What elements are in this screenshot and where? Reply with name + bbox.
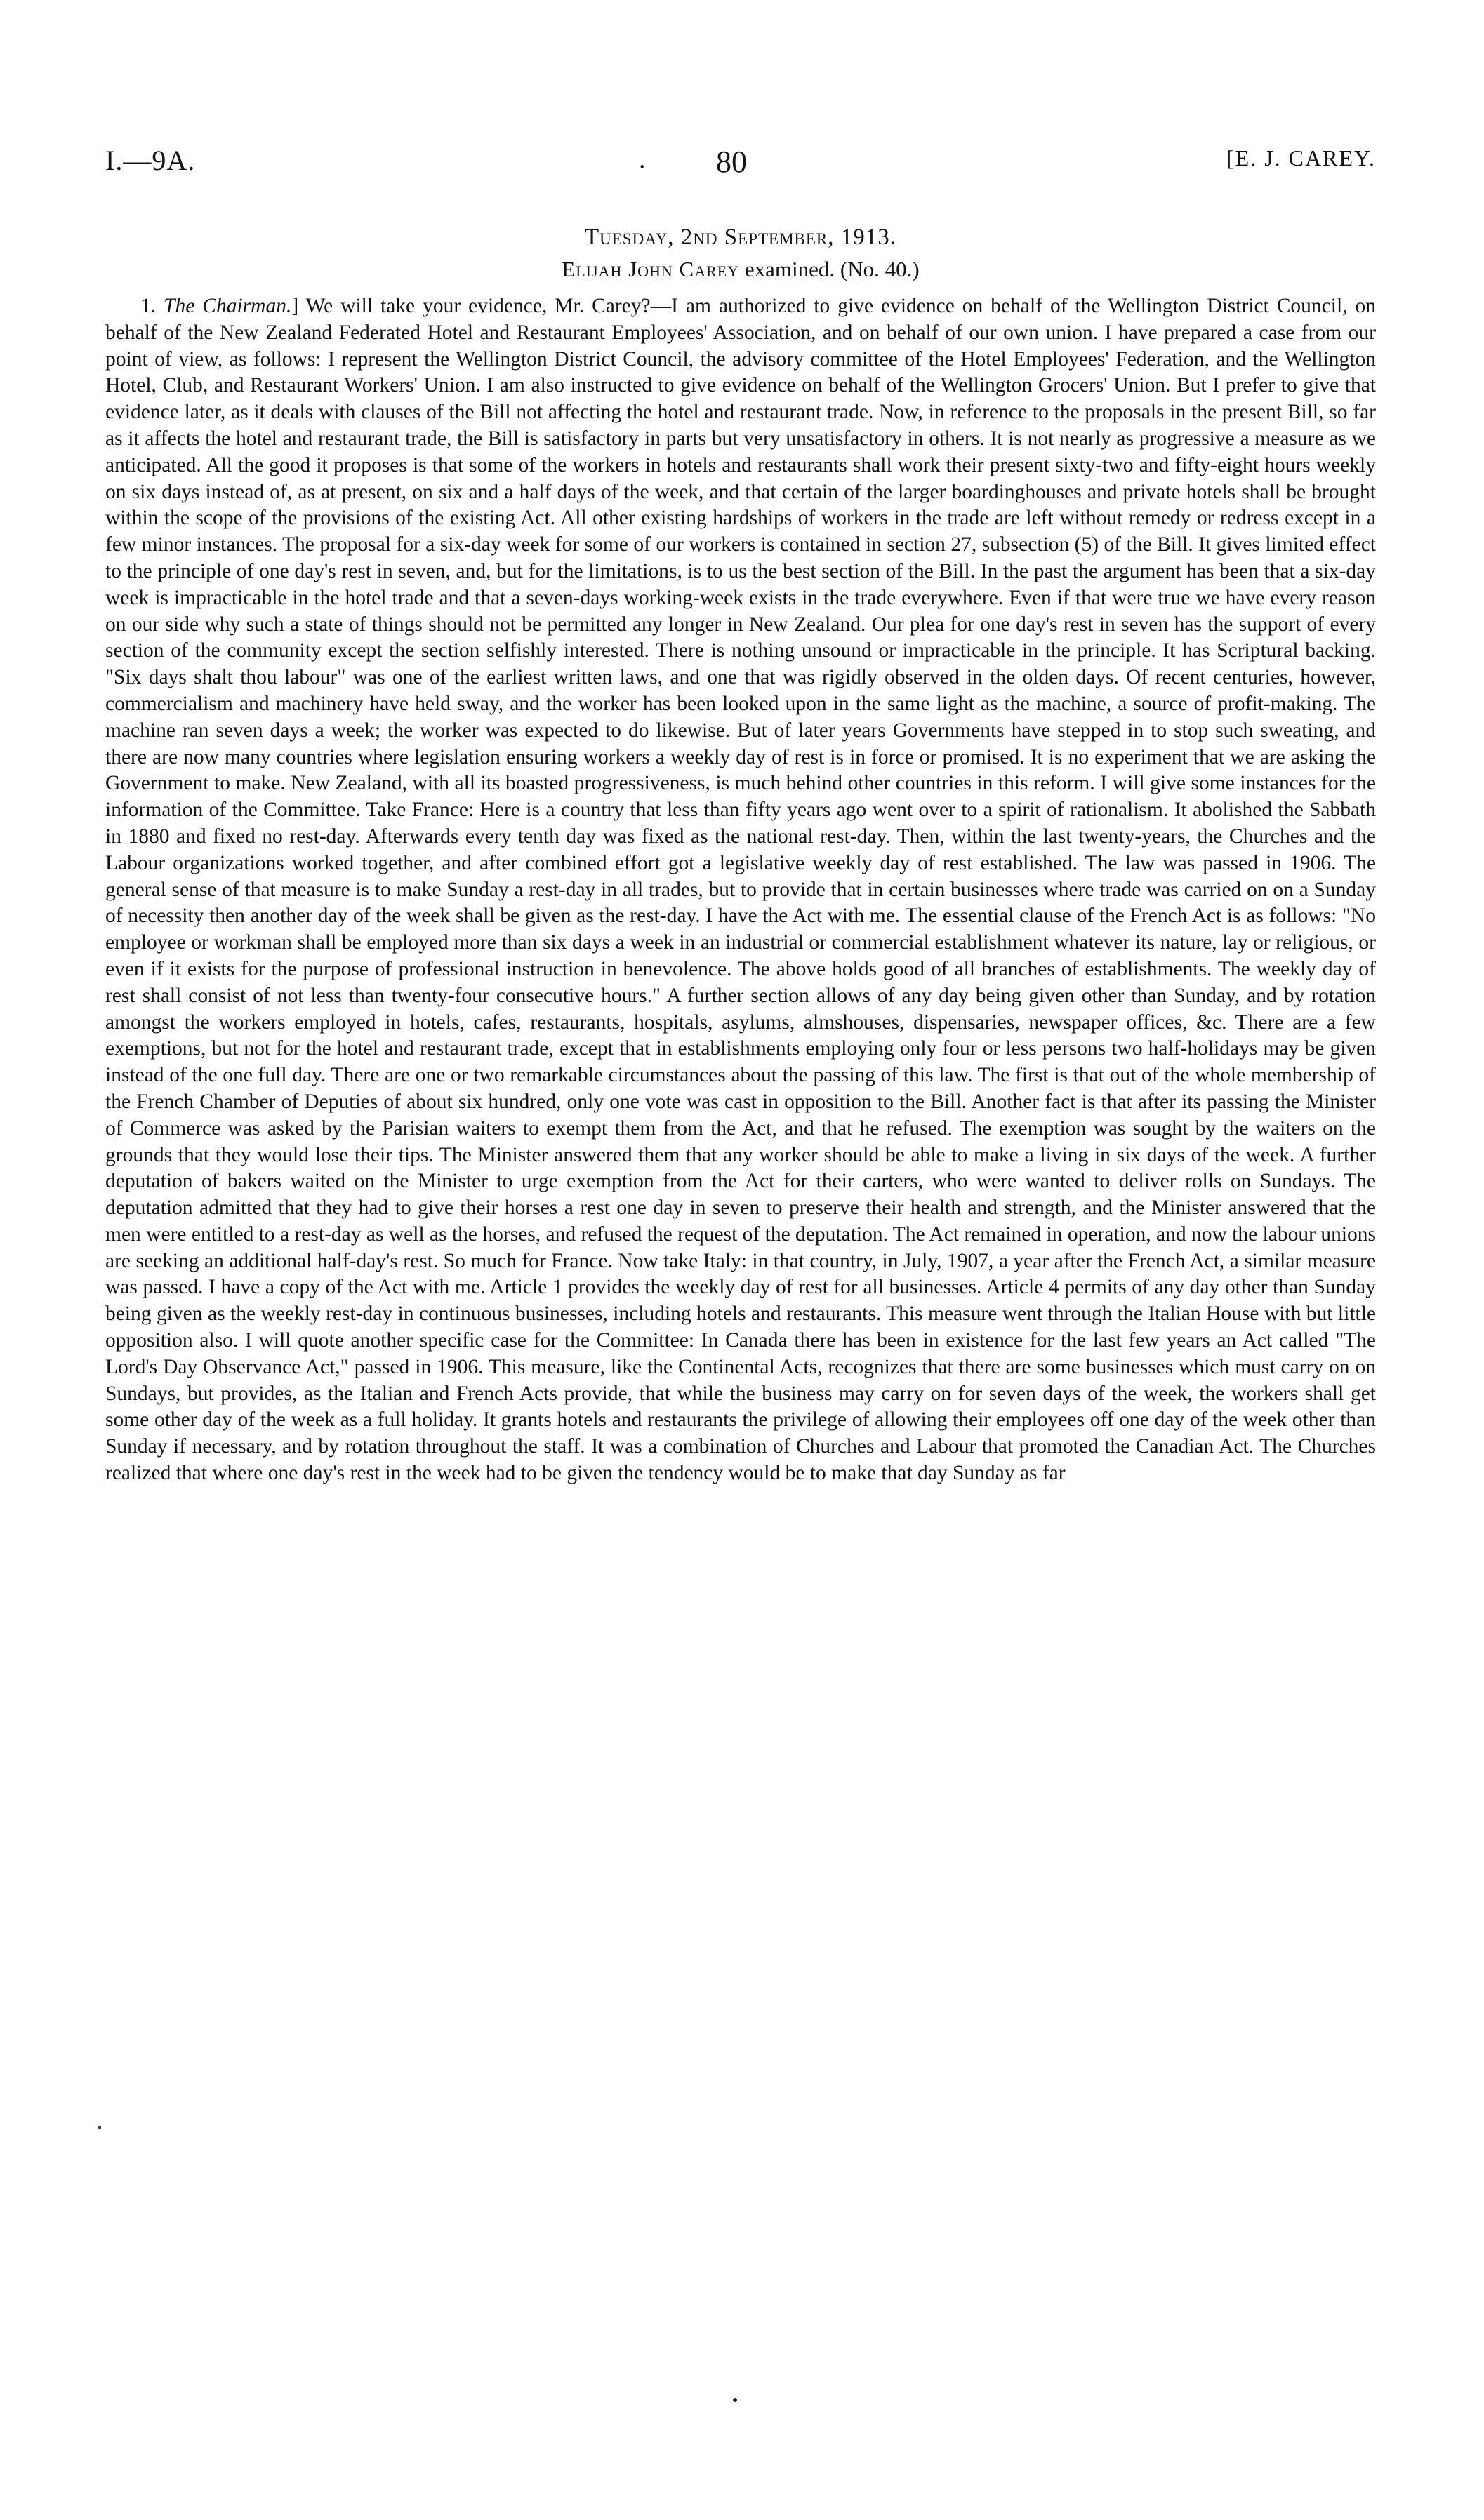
witness-examined-line xyxy=(105,257,1376,289)
document-page xyxy=(105,144,1376,1507)
examined-label: examined. (No. 40.) xyxy=(739,257,920,281)
header-dot: . xyxy=(639,145,646,174)
footer-mark xyxy=(733,2398,737,2402)
paper-reference: I.—9A. xyxy=(105,145,196,176)
margin-mark xyxy=(98,2126,101,2129)
session-date: Tuesday, 2nd September, 1913. xyxy=(584,225,897,250)
page-header xyxy=(105,144,1376,193)
witness-name: Elijah John Carey xyxy=(562,257,740,281)
evidence-paragraph xyxy=(105,293,1376,1487)
speaker-name: The Chairman. xyxy=(164,295,292,317)
page-number: 80 xyxy=(716,145,747,179)
question-number: 1. xyxy=(140,295,164,317)
witness-reference: [E. J. CAREY. xyxy=(1226,145,1376,171)
evidence-text: ] We will take your evidence, Mr. Carey?—I am authorized to give evidence on behalf of the Wellington District Council, on behalf of the New Zealand Federated Hotel and Restaurant Employees' Association, and on behalf of our own union. I have prepared a case from our point of view, as follows: I represent the Wellington District Council, the advisory committee of the Hotel Employees' Federation, and the Wellington Hotel, Club, and Restaurant Workers' Union. I am also instructed to give evidence on behalf of the Wellington Grocers' Union. But I prefer to give that evidence later, as it deals with clauses of the Bill not affecting the hotel and restaurant trade. Now, in reference to the proposals in the present Bill, so far as it affects the hotel and restaurant trade, the Bill is satisfactory in parts but very unsatisfactory in others. It is not nearly as progressive a measure as we anticipated. All the good it proposes is that some of the workers in hotels and restaurants shall work their present sixty-two and fifty-eight hours weekly on six days instead of, as at present, on six and a half days of the week, and that certain of the larger boardinghouses and private hotels shall be brought within the scope of the provisions of the existing Act. All other existing hardships of workers in the trade are left without remedy or redress except in a few minor instances. The proposal for a six-day week for some of our workers is contained in section 27, subsection (5) of the Bill. It gives limited effect to the principle of one day's rest in seven, and, but for the limitations, is to us the best section of the Bill. In the past the argument has been that a six-day week is impracticable in the hotel trade and that a seven-days working-week exists in the trade everywhere. Even if that were true we have every reason on our side why such a state of things should not be permitted any longer in New Zealand. Our plea for one day's rest in seven has the support of every section of the community except the section selfishly interested. There is nothing unsound or impracticable in the principle. It has Scriptural backing. "Six days shalt thou labour" was one of the earliest written laws, and one that was rigidly observed in the olden days. Of recent centuries, however, commercialism and machinery have held sway, and the worker has been looked upon in the same light as the machine, a source of profit-making. The machine ran seven days a week; the worker was expected to do likewise. But of later years Governments have stepped in to stop such sweating, and there are now many countries where legislation ensuring workers a weekly day of rest is in force or promised. It is no experiment that we are asking the Government to make. New Zealand, with all its boasted progressiveness, is much behind other countries in this reform. I will give some instances for the information of the Committee. Take France: Here is a country that less than fifty years ago went over to a spirit of rationalism. It abolished the Sabbath in 1880 and fixed no rest-day. Afterwards every tenth day was fixed as the national rest-day. Then, within the last twenty-years, the Churches and the Labour organizations worked together, and after combined effort got a legislative weekly day of rest established. The law was passed in 1906. The general sense of that measure is to make Sunday a rest-day in all trades, but to provide that in certain businesses where trade was carried on on a Sunday of necessity then another day of the week shall be given as the rest-day. I have the Act with me. The essential clause of the French Act is as follows: "No employee or workman shall be employed more than six days a week in an industrial or commercial establishment whatever its nature, lay or religious, or even if it exists for the purpose of professional instruction in benevolence. The above holds good of all branches of establishments. The weekly day of rest shall consist of not less than twenty-four consecutive hours." A further section allows of any day being given other than Sunday, and by rotation amongst the workers employed in hotels, cafes, restaurants, hospitals, asylums, almshouses, dispensaries, newspaper offices, &c. There are a few exemptions, but not for the hotel and restaurant trade, except that in establishments employing only four or less persons two half-holidays may be given instead of the one full day. There are one or two remarkable circumstances about the passing of this law. The first is that out of the whole membership of the French Chamber of Deputies of about six hundred, only one vote was cast in opposition to the Bill. Another fact is that after its passing the Minister of Commerce was asked by the Parisian waiters to exempt them from the Act, and that he refused. The exemption was sought by the waiters on the grounds that they would lose their tips. The Minister answered them that any worker should be able to make a living in six days of the week. A further deputation of bakers waited on the Minister to urge exemption from the Act for their carters, who were wanted to deliver rolls on Sundays. The deputation admitted that they had to give their horses a rest one day in seven to preserve their health and strength, and the Minister answered that the men were entitled to a rest-day as well as the horses, and refused the request of the deputation. The Act remained in operation, and now the labour unions are seeking an additional half-day's rest. So much for France. Now take Italy: in that country, in July, 1907, a year after the French Act, a similar measure was passed. I have a copy of the Act with me. Article 1 provides the weekly day of rest for all businesses. Article 4 permits of any day other than Sunday being given as the weekly rest-day in continuous businesses, including hotels and restaurants. This measure went through the Italian House with but little opposition also. I will quote another specific case for the Committee: In Canada there has been in existence for the last few years an Act called "The Lord's Day Observance Act," passed in 1906. This measure, like the Continental Acts, recognizes that there are some businesses which must carry on on Sundays, but provides, as the Italian and French Acts provide, that while the business may carry on for seven days of the week, the workers shall get some other day of the week as a full holiday. It grants hotels and restaurants the privilege of allowing their employees off one day of the week other than Sunday if necessary, and by rotation throughout the staff. It was a combination of Churches and Labour that promoted the Canadian Act. The Churches realized that where one day's rest in the week had to be given the tendency would be to make that day Sunday as far xyxy=(105,295,1376,1485)
